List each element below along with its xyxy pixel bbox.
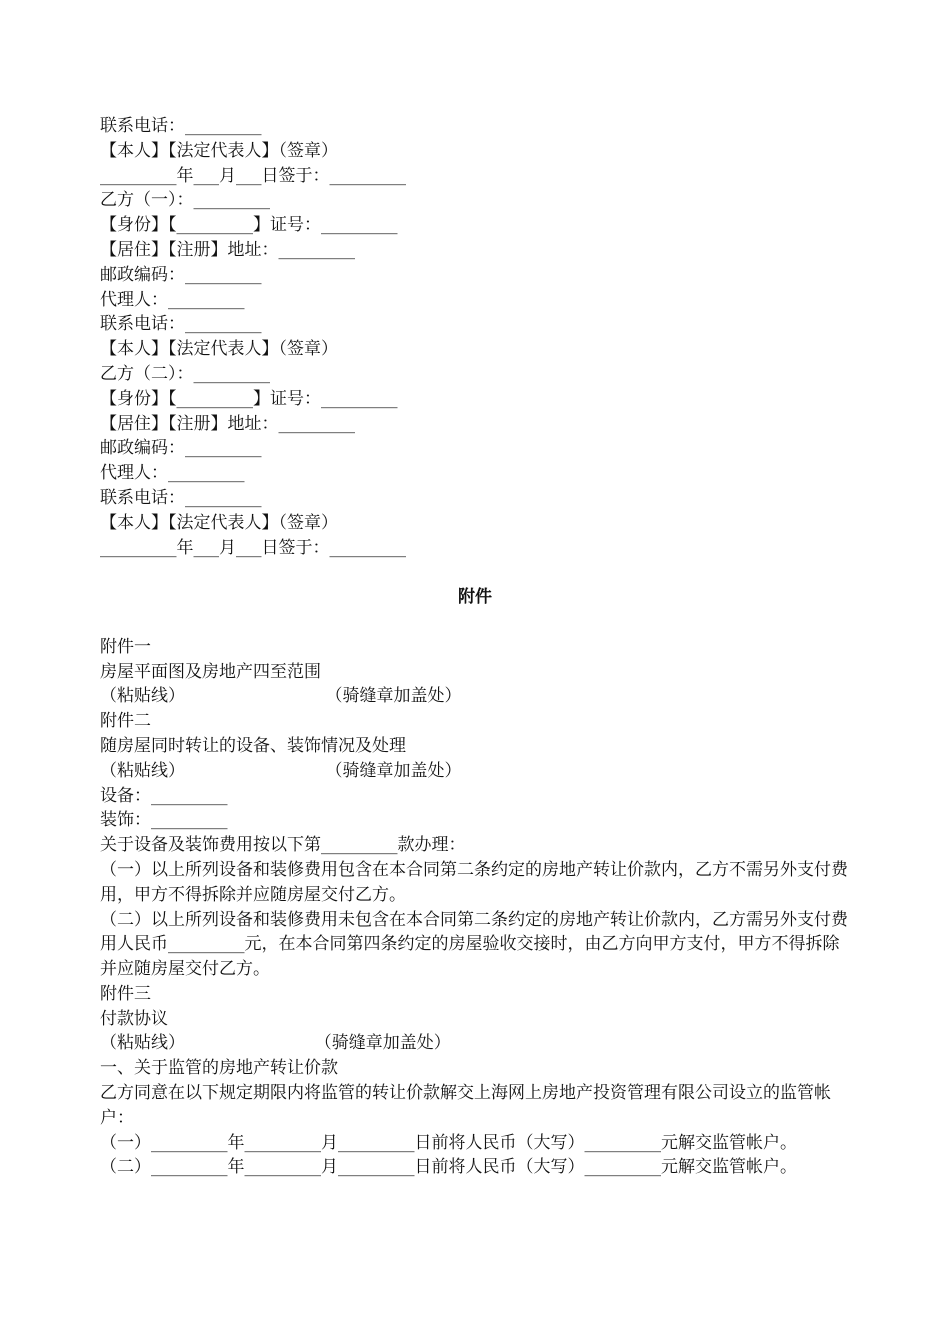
payment-item-2: （二）_________年_________月_________日前将人民币（大写）_________元解交监管帐户。 [100, 1157, 797, 1178]
spacer [100, 610, 850, 635]
signature-line: 【本人】【法定代表人】（签章） [100, 140, 338, 161]
address-line: 【居住】【注册】地址：_________ [100, 413, 355, 434]
fee-clause-1: （一）以上所列设备和装修费用包含在本合同第二条约定的房地产转让价款内，乙方不需另外支付费用，甲方不得拆除并应随房屋交付乙方。 [100, 859, 848, 905]
paste-line-note: （粘贴线） （骑缝章加盖处） [100, 1033, 451, 1054]
attachment-heading: 附件三 [100, 983, 151, 1004]
contact-phone-line: 联系电话：_________ [100, 116, 262, 136]
identity-line: 【身份】【_________】证号：_________ [100, 388, 398, 409]
fee-option-line: 关于设备及装饰费用按以下第_________款办理： [100, 835, 466, 856]
address-line: 【居住】【注册】地址：_________ [100, 239, 355, 260]
party-b1-line: 乙方（一）：_________ [100, 190, 270, 211]
attachment-caption: 房屋平面图及房地产四至范围 [100, 661, 321, 682]
agent-line: 代理人：_________ [100, 463, 245, 484]
paste-line-note: （粘贴线） （骑缝章加盖处） [100, 686, 462, 707]
postcode-line: 邮政编码：_________ [100, 438, 262, 459]
attachment-caption: 随房屋同时转让的设备、装饰情况及处理 [100, 735, 406, 756]
signature-line: 【本人】【法定代表人】（签章） [100, 512, 338, 533]
contact-phone-line: 联系电话：_________ [100, 487, 262, 508]
agent-line: 代理人：_________ [100, 289, 245, 310]
payment-item-1: （一）_________年_________月_________日前将人民币（大写）_________元解交监管帐户。 [100, 1132, 797, 1153]
paste-line-note: （粘贴线） （骑缝章加盖处） [100, 760, 462, 781]
signing-date-line: _________年___月___日签于：_________ [100, 165, 406, 186]
contact-phone-line: 联系电话：_________ [100, 314, 262, 335]
equipment-line: 设备：_________ [100, 785, 228, 806]
attachment-caption: 付款协议 [100, 1008, 168, 1029]
signature-line: 【本人】【法定代表人】（签章） [100, 339, 338, 360]
decoration-line: 装饰：_________ [100, 810, 228, 831]
attachment-heading: 附件一 [100, 636, 151, 657]
escrow-paragraph: 乙方同意在以下规定期限内将监管的转让价款解交上海网上房地产投资管理有限公司设立的监管帐户： [100, 1083, 831, 1128]
attachments-title: 附件 [458, 587, 492, 608]
attachment-heading: 附件二 [100, 711, 151, 732]
spacer [100, 560, 850, 585]
fee-clause-2: （二）以上所列设备和装修费用未包含在本合同第二条约定的房地产转让价款内，乙方需另外支付费用人民币_________元，在本合同第四条约定的房屋验收交接时，由乙方向甲方支付，甲方不得拆除并应随房屋交付乙方。 [100, 909, 848, 980]
postcode-line: 邮政编码：_________ [100, 264, 262, 285]
identity-line: 【身份】【_________】证号：_________ [100, 215, 398, 236]
section-heading: 一、关于监管的房地产转让价款 [100, 1058, 338, 1079]
party-b2-line: 乙方（二）：_________ [100, 363, 270, 384]
signing-date-line: _________年___月___日签于：_________ [100, 537, 406, 558]
document-page [100, 114, 850, 1180]
